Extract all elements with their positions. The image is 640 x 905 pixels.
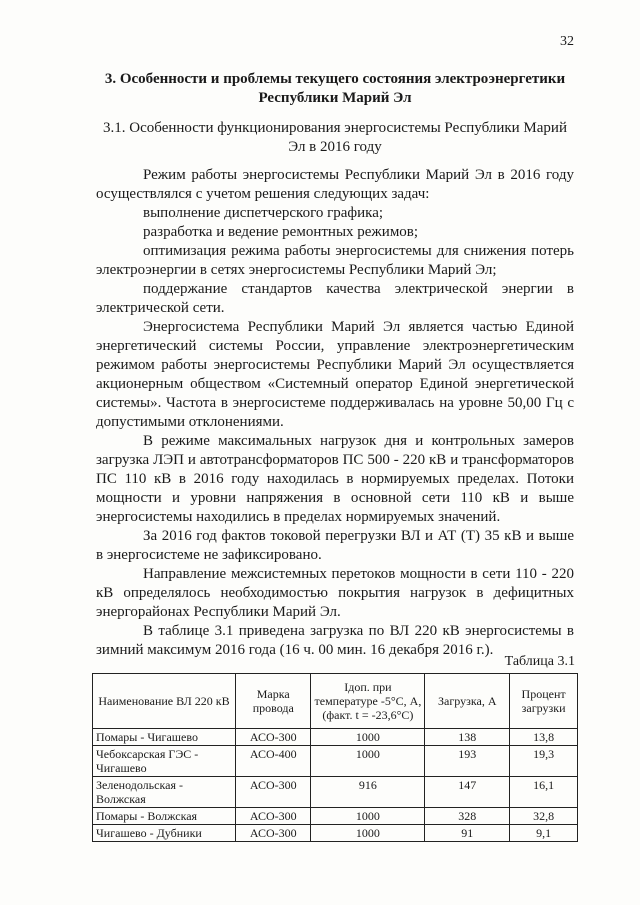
cell-load: 193 — [425, 746, 510, 777]
table-row — [93, 746, 578, 777]
table-row — [93, 777, 578, 808]
paragraph: Энергосистема Республики Марий Эл является частью Единой энергетический системы России, управление электроэнергетическим режимом работы энергосистемы Республики Марий Эл осуществляется акционерным обществом «Системный оператор Единой энергетической системы». Частота в энергосистеме поддерживалась на уровне 50,00 Гц с допустимыми отклонениями. — [96, 319, 574, 430]
cell-load: 328 — [425, 808, 510, 825]
cell-load: 138 — [425, 729, 510, 746]
cell-percent: 16,1 — [510, 777, 578, 808]
paragraph: Режим работы энергосистемы Республики Марий Эл в 2016 году осуществлялся с учетом решения следующих задач: — [96, 167, 574, 202]
table-row — [93, 729, 578, 746]
cell-name: Зеленодольская - Волжская — [93, 777, 236, 808]
cell-percent: 19,3 — [510, 746, 578, 777]
table-header-row — [93, 674, 578, 729]
paragraph: Направление межсистемных перетоков мощности в сети 110 - 220 кВ определялось необходимостью покрытия нагрузок в дефицитных энергорайонах Республики Марий Эл. — [96, 566, 574, 620]
header-name: Наименование ВЛ 220 кВ — [93, 674, 236, 729]
cell-percent: 9,1 — [510, 825, 578, 842]
header-current: Iдоп. при температуре -5°С, А, (факт. t = -23,6°С) — [311, 674, 425, 729]
cell-percent: 32,8 — [510, 808, 578, 825]
cell-brand: АСО-300 — [236, 825, 311, 842]
table-row — [93, 808, 578, 825]
paragraph: За 2016 год фактов токовой перегрузки ВЛ и АТ (Т) 35 кВ и выше в энергосистеме не зафиксировано. — [96, 528, 574, 563]
table-caption: Таблица 3.1 — [504, 654, 575, 669]
subsection-heading: 3.1. Особенности функционирования энергосистемы Республики Марий Эл в 2016 году — [103, 120, 567, 155]
list-item: выполнение диспетчерского графика; — [143, 205, 384, 221]
cell-current: 1000 — [311, 729, 425, 746]
cell-percent: 13,8 — [510, 729, 578, 746]
cell-name: Чебоксарская ГЭС - Чигашево — [93, 746, 236, 777]
cell-current: 1000 — [311, 808, 425, 825]
page-number: 32 — [560, 34, 574, 49]
header-brand: Марка провода — [236, 674, 311, 729]
list-item: оптимизация режима работы энергосистемы для снижения потерь электроэнергии в сетях энергосистемы Республики Марий Эл; — [96, 243, 574, 278]
cell-name: Помары - Волжская — [93, 808, 236, 825]
cell-brand: АСО-300 — [236, 777, 311, 808]
paragraph: В режиме максимальных нагрузок дня и контрольных замеров загрузка ЛЭП и автотрансформаторов ПС 500 - 220 кВ и трансформаторов ПС 110 кВ в 2016 году находилась в нормируемых пределах. Потоки мощности и уровни напряжения в основной сети 110 кВ и выше энергосистемы находились в пределах нормируемых значений. — [96, 433, 574, 525]
paragraph: В таблице 3.1 приведена загрузка по ВЛ 220 кВ энергосистемы в зимний максимум 2016 года (16 ч. 00 мин. 16 декабря 2016 г.). — [96, 623, 574, 658]
cell-brand: АСО-400 — [236, 746, 311, 777]
list-item: поддержание стандартов качества электрической энергии в электрической сети. — [96, 281, 574, 316]
cell-current: 916 — [311, 777, 425, 808]
cell-current: 1000 — [311, 746, 425, 777]
table-row — [93, 825, 578, 842]
header-load: Загрузка, А — [425, 674, 510, 729]
header-percent: Процент загрузки — [510, 674, 578, 729]
load-table — [92, 673, 578, 842]
cell-load: 147 — [425, 777, 510, 808]
cell-current: 1000 — [311, 825, 425, 842]
cell-load: 91 — [425, 825, 510, 842]
body-text — [96, 166, 574, 660]
cell-name: Чигашево - Дубники — [93, 825, 236, 842]
cell-brand: АСО-300 — [236, 729, 311, 746]
cell-brand: АСО-300 — [236, 808, 311, 825]
list-item: разработка и ведение ремонтных режимов; — [143, 224, 419, 240]
cell-name: Помары - Чигашево — [93, 729, 236, 746]
section-heading: 3. Особенности и проблемы текущего состояния электроэнергетики Республики Марий Эл — [104, 71, 566, 106]
